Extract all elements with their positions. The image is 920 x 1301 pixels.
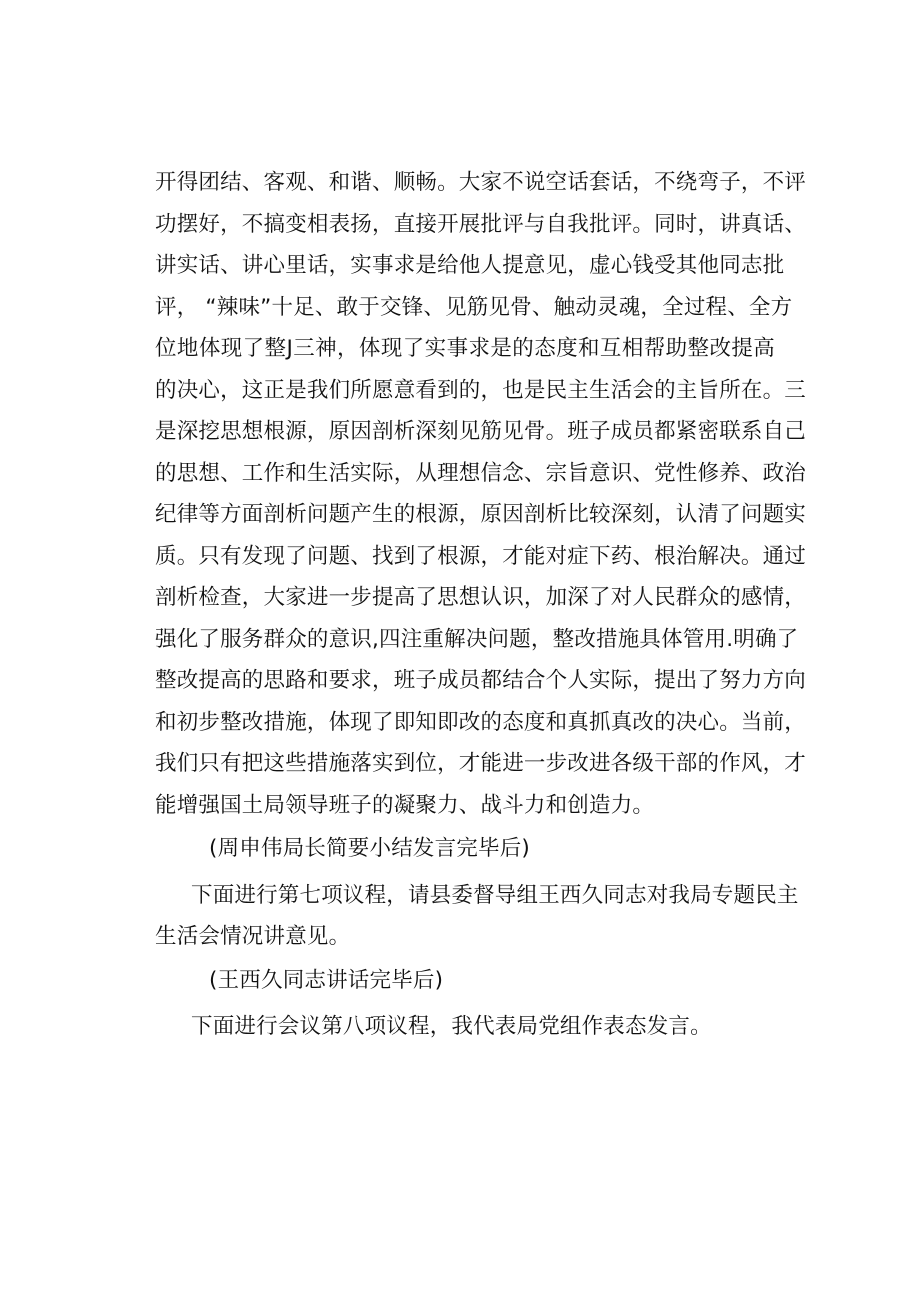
body-line: 位地体现了整J三神，体现了实事求是的态度和互相帮助整改提高 [155, 336, 775, 361]
paragraph-agenda-seven: 下面进行第七项议程，请县委督导组王西久同志对我局专题民主 [191, 882, 799, 908]
paragraph-agenda-seven-cont: 生活会情况讲意见。 [155, 924, 351, 949]
body-line: 开得团结、客观、和谐、顺畅。大家不说空话套话，不绕弯子，不评 [155, 170, 807, 195]
body-line: 评， “辣味”十足、敢于交锋、见筋见骨、触动灵魂，全过程、全方 [155, 294, 793, 320]
body-line: 我们只有把这些措施落实到位，才能进一步改进各级干部的作风，才 [155, 751, 807, 776]
body-line: 整改提高的思路和要求，班子成员都结合个人实际，提出了努力方向 [155, 668, 807, 693]
body-line: 功摆好，不搞变相表扬，直接开展批评与自我批评。同时，讲真话、 [155, 211, 807, 237]
body-line: 强化了服务群众的意识,四注重解决问题，整改措施具体管用.明确了 [155, 626, 799, 652]
body-line: 能增强国土局领导班子的凝聚力、战斗力和创造力。 [155, 792, 655, 818]
body-line: 的决心，这正是我们所愿意看到的，也是民主生活会的主旨所在。三 [155, 377, 807, 403]
body-line: 的思想、工作和生活实际，从理想信念、宗旨意识、党性修养、政治 [155, 460, 807, 486]
body-line: 质。只有发现了问题、找到了根源，才能对症下药、根治解决。通过 [155, 543, 807, 569]
body-line: 剖析检查，大家进一步提高了思想认识，加深了对人民群众的感情， [155, 585, 807, 610]
paragraph-agenda-eight: 下面进行会议第八项议程，我代表局党组作表态发言。 [191, 1014, 712, 1039]
body-line: 是深挖思想根源，原因剖析深刻见筋见骨。班子成员都紧密联系自己 [155, 419, 807, 444]
stage-note-speech: (王西久同志讲话完毕后) [209, 967, 444, 993]
document-body [155, 162, 807, 1048]
body-line: 和初步整改措施，体现了即知即改的态度和真抓真改的决心。当前， [155, 709, 807, 735]
body-line: 讲实话、讲心里话，实事求是给他人提意见，虚心钱受其他同志批 [155, 253, 785, 278]
stage-note-summary: (周申伟局长简要小结发言完毕后) [209, 836, 530, 861]
body-line: 纪律等方面剖析问题产生的根源，原因剖析比较深刻，认清了问题实 [155, 502, 807, 527]
